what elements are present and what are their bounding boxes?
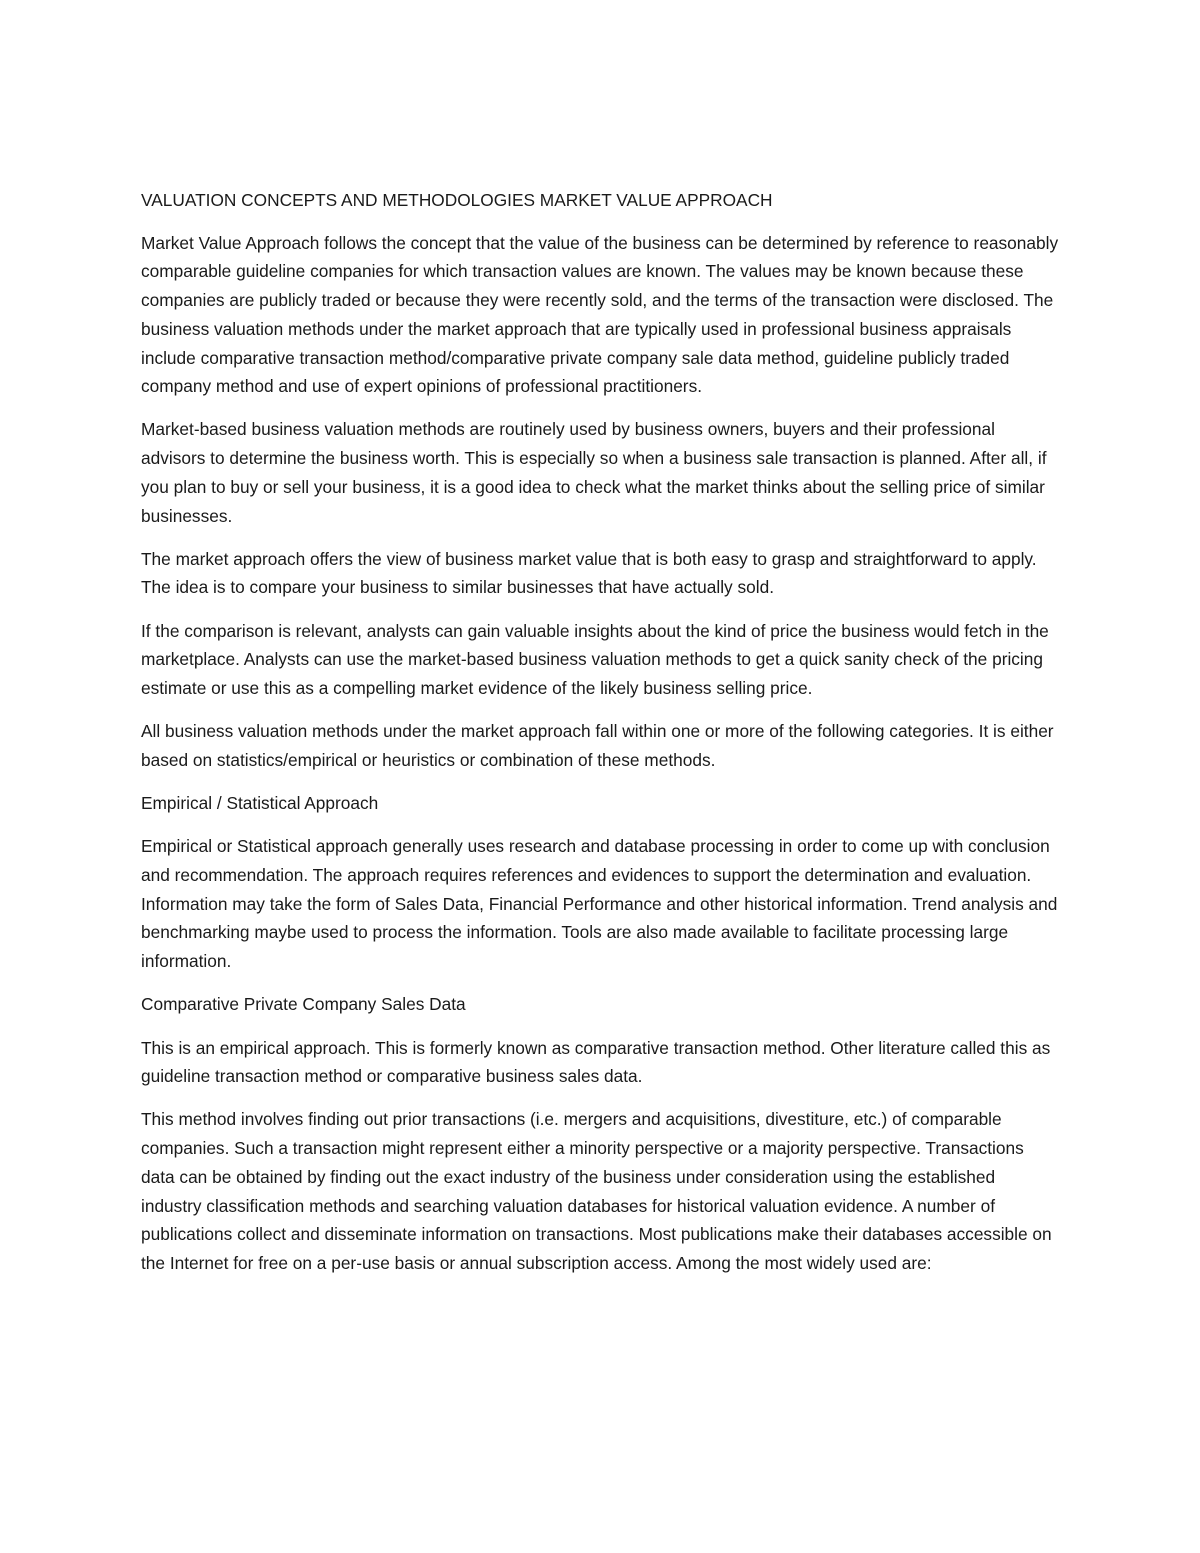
paragraph-market-approach-view: The market approach offers the view of business market value that is both easy to grasp and straightforward to apply. The idea is to compare your business to similar businesses that have actually sold. (141, 548, 1037, 598)
document-page (141, 186, 1059, 1292)
paragraph-method-involves: This method involves finding out prior transactions (i.e. mergers and acquisitions, divestiture, etc.) of comparable companies. Such a transaction might represent either a minority perspective or a majority perspective. Transactions data can be obtained by finding out the exact industry of the business under consideration using the established industry classification methods and searching valuation databases for historical valuation evidence. A number of publications collect and disseminate information on transactions. Most publications make their databases accessible on the Internet for free on a per-use basis or annual subscription access. Among the most widely used are: (141, 1109, 1052, 1273)
paragraph-empirical-definition: This is an empirical approach. This is formerly known as comparative transaction method. Other literature called this as guideline transaction method or comparative business sales data. (141, 1037, 1051, 1087)
paragraph-market-value-approach: Market Value Approach follows the concept that the value of the business can be determined by reference to reasonably comparable guideline companies for which transaction values are known. The values may be known because these companies are publicly traded or because they were recently sold, and the terms of the transaction were disclosed. The business valuation methods under the market approach that are typically used in professional business appraisals include comparative transaction method/comparative private company sale data method, guideline publicly traded company method and use of expert opinions of professional practitioners. (141, 232, 1059, 397)
paragraph-comparison-relevant: If the comparison is relevant, analysts can gain valuable insights about the kind of price the business would fetch in the marketplace. Analysts can use the market-based business valuation methods to get a quick sanity check of the pricing estimate or use this as a compelling market evidence of the likely business selling price. (141, 620, 1049, 699)
paragraph-categories: All business valuation methods under the market approach fall within one or more of the following categories. It is either based on statistics/empirical or heuristics or combination of these methods. (141, 721, 1054, 770)
section-heading-comparative-sales: Comparative Private Company Sales Data (141, 994, 466, 1015)
section-heading-empirical: Empirical / Statistical Approach (141, 793, 379, 814)
paragraph-empirical-approach: Empirical or Statistical approach generally uses research and database processing in order to come up with conclusion and recommendation. The approach requires references and evidences to support the determination and evaluation. Information may take the form of Sales Data, Financial Performance and other historical information. Trend analysis and benchmarking maybe used to process the information. Tools are also made available to facilitate processing large information. (141, 836, 1058, 972)
document-title: VALUATION CONCEPTS AND METHODOLOGIES MARKET VALUE APPROACH (141, 190, 773, 210)
paragraph-market-based-methods: Market-based business valuation methods are routinely used by business owners, buyers and their professional advisors to determine the business worth. This is especially so when a business sale transaction is planned. After all, if you plan to buy or sell your business, it is a good idea to check what the market thinks about the selling price of similar businesses. (141, 419, 1047, 526)
